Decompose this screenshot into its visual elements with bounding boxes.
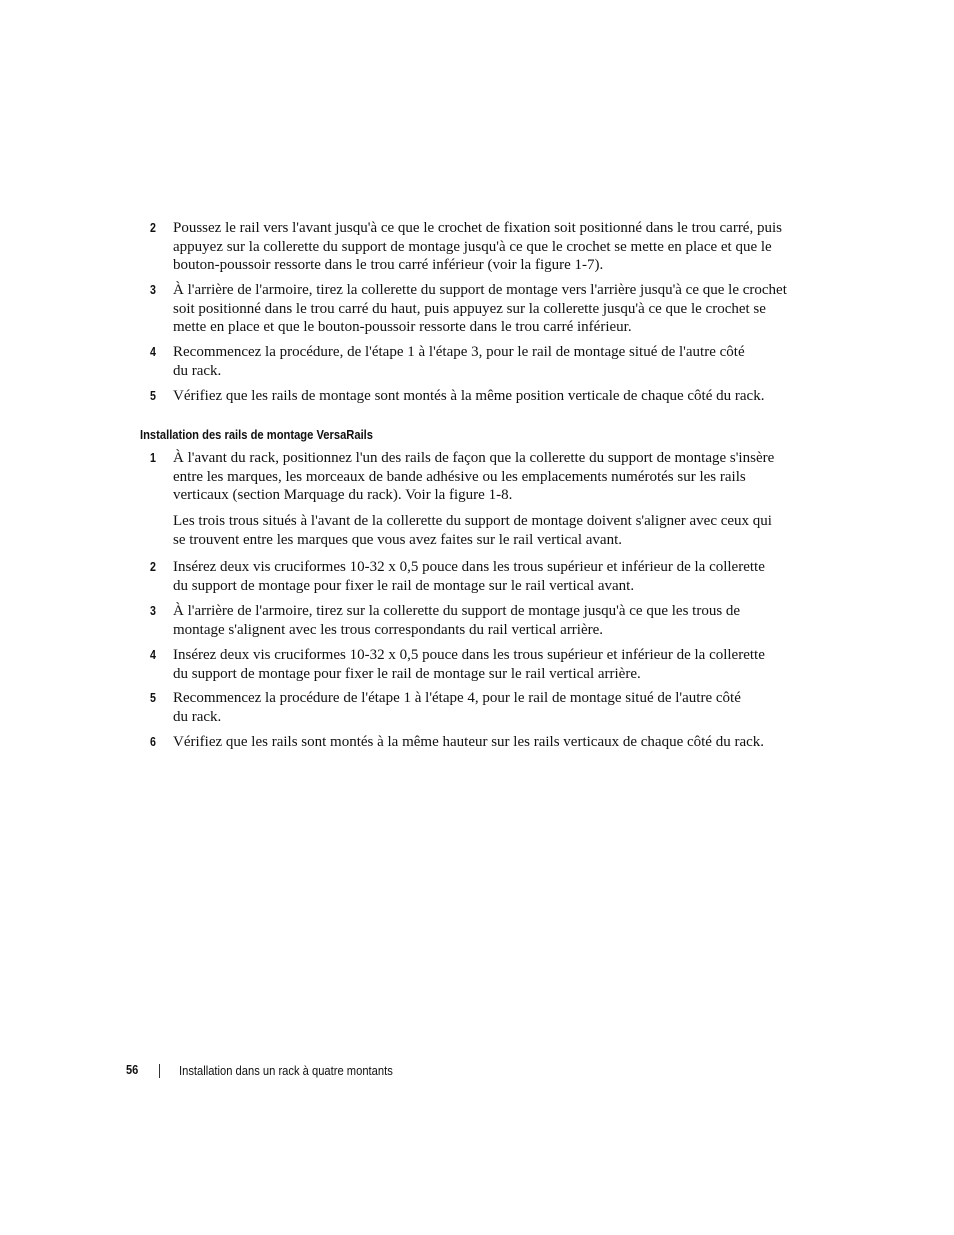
step-text bbox=[173, 281, 818, 337]
text-line: Insérez deux vis cruciformes 10-32 x 0,5 pouce dans les trous supérieur et inférieur de la collerette bbox=[173, 647, 765, 663]
step-text bbox=[173, 733, 818, 752]
text-line: Recommencez la procédure, de l'étape 1 à l'étape 3, pour le rail de montage situé de l'autre côté bbox=[173, 344, 745, 360]
step-number: 3 bbox=[150, 282, 156, 297]
step-text bbox=[173, 449, 818, 505]
text-line: verticaux (section Marquage du rack). Voir la figure 1-8. bbox=[173, 487, 513, 504]
section-heading: Installation des rails de montage VersaRails bbox=[140, 427, 374, 442]
step-number: 2 bbox=[150, 559, 156, 574]
step-number: 3 bbox=[150, 603, 156, 618]
text-line: mette en place et que le bouton-poussoir ressorte dans le trou carré inférieur. bbox=[173, 319, 632, 336]
text-line: À l'avant du rack, positionnez l'un des rails de façon que la collerette du support de montage s'insère bbox=[173, 450, 775, 466]
text-line: Insérez deux vis cruciformes 10-32 x 0,5 pouce dans les trous supérieur et inférieur de la collerette bbox=[173, 559, 765, 575]
text-line: Recommencez la procédure de l'étape 1 à l'étape 4, pour le rail de montage situé de l'autre côté bbox=[173, 690, 741, 706]
text-line: Vérifiez que les rails sont montés à la même hauteur sur les rails verticaux de chaque côté du rack. bbox=[173, 734, 765, 750]
step-text bbox=[173, 602, 818, 639]
step-text bbox=[173, 387, 818, 406]
step-text bbox=[173, 343, 818, 380]
chapter-title: Installation dans un rack à quatre montants bbox=[179, 1063, 393, 1078]
step-text bbox=[173, 558, 818, 595]
step-text bbox=[173, 219, 818, 275]
text-line: À l'arrière de l'armoire, tirez sur la collerette du support de montage jusqu'à ce que les trous de bbox=[173, 603, 741, 619]
text-line: À l'arrière de l'armoire, tirez la collerette du support de montage vers l'arrière jusqu'à ce que le crochet bbox=[173, 282, 787, 298]
step-text bbox=[173, 689, 818, 726]
text-line: se trouvent entre les marques que vous avez faites sur le rail vertical avant. bbox=[173, 531, 622, 548]
footer-separator bbox=[159, 1064, 160, 1078]
step-1-note bbox=[173, 512, 818, 549]
text-line: du support de montage pour fixer le rail de montage sur le rail vertical avant. bbox=[173, 577, 635, 594]
text-line: Les trois trous situés à l'avant de la collerette du support de montage doivent s'aligner avec ceux qui bbox=[173, 513, 772, 529]
page-number: 56 bbox=[126, 1062, 139, 1077]
step-number: 2 bbox=[150, 220, 156, 235]
step-number: 4 bbox=[150, 344, 156, 359]
text-line: Poussez le rail vers l'avant jusqu'à ce que le crochet de fixation soit positionné dans le trou carré, puis bbox=[173, 220, 782, 236]
text-line: montage s'alignent avec les trous correspondants du rail vertical arrière. bbox=[173, 621, 604, 638]
step-number: 5 bbox=[150, 690, 156, 705]
text-line: du rack. bbox=[173, 362, 222, 379]
step-number: 1 bbox=[150, 450, 156, 465]
text-line: entre les marques, les morceaux de bande adhésive ou les emplacements numérotés sur les rails bbox=[173, 468, 746, 485]
text-line: appuyez sur la collerette du support de montage jusqu'à ce que le crochet se mette en place et que le bbox=[173, 238, 772, 255]
text-line: du support de montage pour fixer le rail de montage sur le rail vertical arrière. bbox=[173, 665, 641, 682]
step-number: 5 bbox=[150, 388, 156, 403]
step-number: 6 bbox=[150, 734, 156, 749]
text-line: soit positionné dans le trou carré du haut, puis appuyez sur la collerette jusqu'à ce que le crochet se bbox=[173, 300, 766, 317]
text-line: Vérifiez que les rails de montage sont montés à la même position verticale de chaque côté du rack. bbox=[173, 388, 765, 404]
text-line: bouton-poussoir ressorte dans le trou carré inférieur (voir la figure 1-7). bbox=[173, 257, 604, 274]
step-text bbox=[173, 646, 818, 683]
step-number: 4 bbox=[150, 647, 156, 662]
text-line: du rack. bbox=[173, 708, 222, 725]
